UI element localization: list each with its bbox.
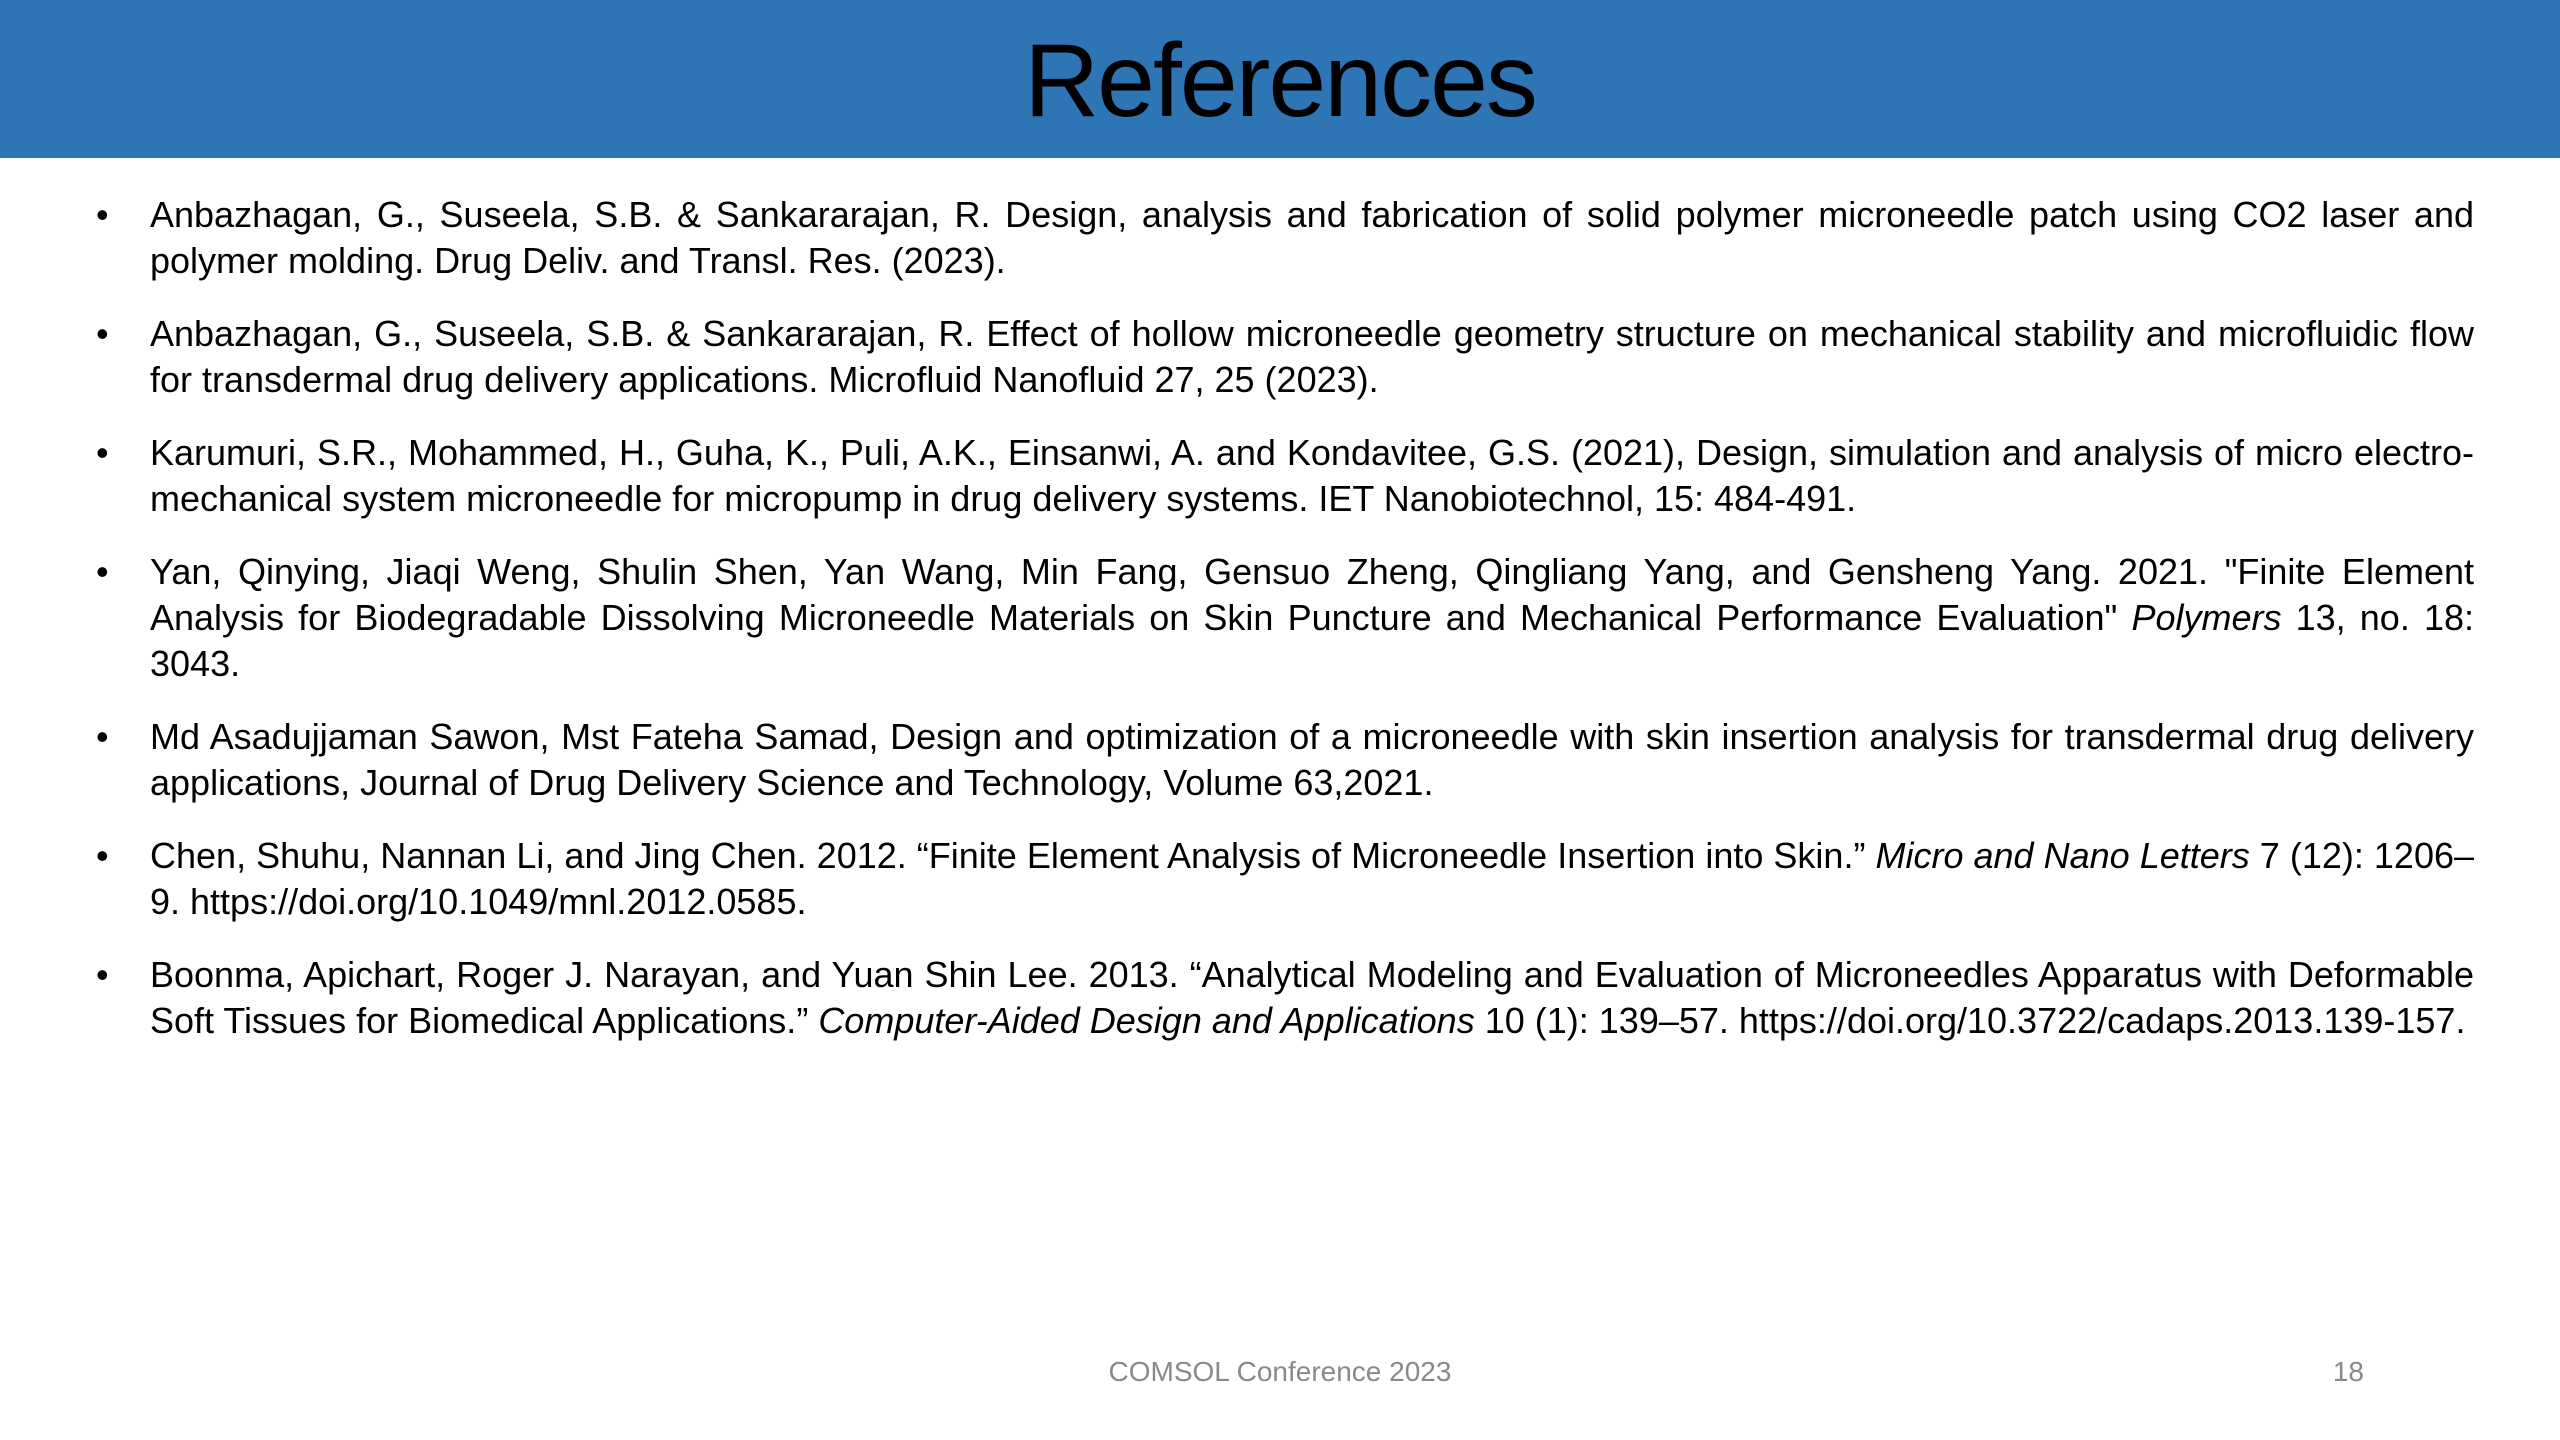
title-bar bbox=[0, 0, 2560, 158]
reference-text bbox=[150, 313, 2474, 400]
reference-item bbox=[96, 714, 2474, 806]
reference-segment: Anbazhagan, G., Suseela, S.B. & Sankararajan, R. Design, analysis and fabrication of solid polymer microneedle patch using CO2 laser and polymer molding. Drug Deliv. and Transl. Res. (2023). bbox=[150, 194, 2474, 281]
reference-item bbox=[96, 833, 2474, 925]
reference-segment: Md Asadujjaman Sawon, Mst Fateha Samad, Design and optimization of a microneedle with skin insertion analysis for transdermal drug delivery applications, Journal of Drug Delivery Science and Technology, Volume 63,2021. bbox=[150, 716, 2474, 803]
reference-segment: Boonma, Apichart, Roger J. Narayan, and Yuan Shin Lee. 2013. “Analytical Modeling and Evaluation of Microneedles Apparatus with Deformable Soft Tissues for Biomedical Applications.” bbox=[150, 954, 2474, 1041]
bullet-icon: • bbox=[96, 551, 109, 592]
reference-journal: Micro and Nano Letters bbox=[1875, 835, 2250, 876]
reference-text bbox=[150, 954, 2474, 1041]
reference-text bbox=[150, 432, 2474, 519]
reference-item bbox=[96, 549, 2474, 687]
reference-journal: Polymers bbox=[2131, 597, 2282, 638]
footer-conference: COMSOL Conference 2023 bbox=[1108, 1356, 1452, 1387]
reference-list bbox=[96, 192, 2474, 1071]
reference-segment: Anbazhagan, G., Suseela, S.B. & Sankararajan, R. Effect of hollow microneedle geometry structure on mechanical stability and microfluidic flow for transdermal drug delivery applications. Microfluid Nanofluid 27, 25 (2023). bbox=[150, 313, 2474, 400]
reference-item bbox=[96, 192, 2474, 284]
bullet-icon: • bbox=[96, 313, 109, 354]
reference-segment: 7 (12): 1206–9. https://doi.org/10.1049/mnl.2012.0585. bbox=[150, 835, 2475, 922]
reference-segment: Yan, Qinying, Jiaqi Weng, Shulin Shen, Yan Wang, Min Fang, Gensuo Zheng, Qingliang Yang, and Gensheng Yang. 2021. "Finite Element Analysis for Biodegradable Dissolving Microneedle Materials on Skin Puncture and Mechanical Performance Evaluation" bbox=[150, 551, 2474, 638]
reference-item bbox=[96, 430, 2474, 522]
bullet-icon: • bbox=[96, 835, 109, 876]
reference-segment: 10 (1): 139–57. https://doi.org/10.3722/cadaps.2013.139-157. bbox=[1474, 1000, 2466, 1041]
reference-item bbox=[96, 311, 2474, 403]
reference-text bbox=[150, 194, 2474, 281]
bullet-icon: • bbox=[96, 954, 109, 995]
reference-text bbox=[150, 835, 2474, 922]
reference-text bbox=[150, 716, 2474, 803]
bullet-icon: • bbox=[96, 432, 109, 473]
bullet-icon: • bbox=[96, 716, 109, 757]
page-number: 18 bbox=[2332, 1356, 2364, 1387]
bullet-icon: • bbox=[96, 194, 109, 235]
reference-segment: Chen, Shuhu, Nannan Li, and Jing Chen. 2012. “Finite Element Analysis of Microneedle Insertion into Skin.” bbox=[150, 835, 1876, 876]
reference-segment: Karumuri, S.R., Mohammed, H., Guha, K., Puli, A.K., Einsanwi, A. and Kondavitee, G.S. (2021), Design, simulation and analysis of micro electro-mechanical system microneedle for micropump in drug delivery systems. IET Nanobiotechnol, 15: 484-491. bbox=[150, 432, 2474, 519]
reference-item bbox=[96, 952, 2474, 1044]
slide-title: References bbox=[1024, 23, 1536, 139]
reference-journal: Computer-Aided Design and Applications bbox=[818, 1000, 1475, 1041]
reference-text bbox=[150, 551, 2474, 684]
reference-segment: 13, no. 18: 3043. bbox=[150, 597, 2475, 684]
